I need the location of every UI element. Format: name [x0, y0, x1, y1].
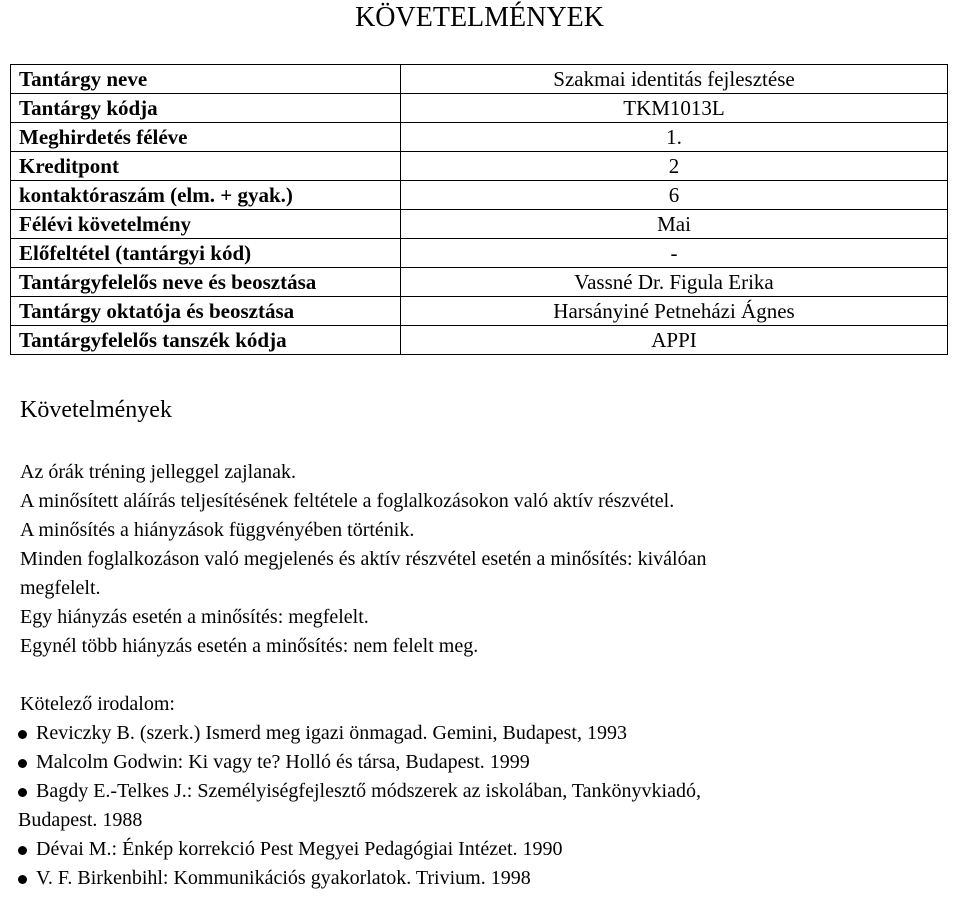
row-label: Kreditpont	[11, 152, 401, 181]
table-row	[11, 65, 948, 94]
row-label: Félévi követelmény	[11, 210, 401, 239]
literature-entry: V. F. Birkenbihl: Kommunikációs gyakorlatok. Trivium. 1998	[36, 867, 531, 889]
list-item	[18, 777, 938, 835]
row-value: 6	[401, 181, 948, 210]
row-value: Vassné Dr. Figula Erika	[401, 268, 948, 297]
row-label: Előfeltétel (tantárgyi kód)	[11, 239, 401, 268]
bullet-icon	[18, 730, 27, 739]
table-row	[11, 210, 948, 239]
row-value: 2	[401, 152, 948, 181]
row-value: Mai	[401, 210, 948, 239]
table-row	[11, 239, 948, 268]
table-row	[11, 94, 948, 123]
list-item	[18, 748, 938, 777]
row-value: APPI	[401, 326, 948, 355]
table-row	[11, 268, 948, 297]
table-row	[11, 123, 948, 152]
row-value: TKM1013L	[401, 94, 948, 123]
literature-entry: Dévai M.: Énkép korrekció Pest Megyei Pedagógiai Intézet. 1990	[36, 838, 563, 860]
requirement-line: Minden foglalkozáson való megjelenés és aktív részvétel esetén a minősítés: kiválóan	[20, 548, 707, 570]
literature-entry: Reviczky B. (szerk.) Ismerd meg igazi önmagad. Gemini, Budapest, 1993	[36, 722, 627, 744]
bullet-icon	[18, 846, 27, 855]
table-row	[11, 152, 948, 181]
literature-entry: Bagdy E.-Telkes J.: Személyiségfejlesztő módszerek az iskolában, Tankönyvkiadó,	[36, 780, 701, 802]
requirement-line: Egy hiányzás esetén a minősítés: megfelelt.	[20, 606, 369, 628]
requirements-heading: Követelmények	[20, 397, 172, 423]
literature-list	[18, 719, 938, 893]
literature-entry-continuation: Budapest. 1988	[18, 809, 143, 831]
row-label: Tantárgy neve	[11, 65, 401, 94]
literature-heading: Kötelező irodalom:	[20, 693, 175, 715]
requirement-line: Az órák tréning jelleggel zajlanak.	[20, 461, 296, 483]
requirements-text	[20, 458, 950, 661]
course-info-table	[10, 64, 948, 355]
table-row	[11, 297, 948, 326]
row-label: kontaktóraszám (elm. + gyak.)	[11, 181, 401, 210]
bullet-icon	[18, 788, 27, 797]
literature-entry: Malcolm Godwin: Ki vagy te? Holló és társa, Budapest. 1999	[36, 751, 530, 773]
table-row	[11, 326, 948, 355]
row-value: -	[401, 239, 948, 268]
requirement-line: A minősített aláírás teljesítésének feltétele a foglalkozásokon való aktív részvétel.	[20, 490, 675, 512]
row-label: Meghirdetés féléve	[11, 123, 401, 152]
list-item	[18, 835, 938, 864]
row-label: Tantárgy kódja	[11, 94, 401, 123]
bullet-icon	[18, 759, 27, 768]
list-item	[18, 719, 938, 748]
page-title: KÖVETELMÉNYEK	[355, 2, 604, 33]
row-value: Harsányiné Petneházi Ágnes	[401, 297, 948, 326]
requirement-line: Egynél több hiányzás esetén a minősítés: nem felelt meg.	[20, 635, 479, 657]
table-row	[11, 181, 948, 210]
row-label: Tantárgyfelelős tanszék kódja	[11, 326, 401, 355]
row-value: Szakmai identitás fejlesztése	[401, 65, 948, 94]
bullet-icon	[18, 875, 27, 884]
row-label: Tantárgyfelelős neve és beosztása	[11, 268, 401, 297]
row-value: 1.	[401, 123, 948, 152]
row-label: Tantárgy oktatója és beosztása	[11, 297, 401, 326]
requirement-line: megfelelt.	[20, 577, 101, 599]
requirement-line: A minősítés a hiányzások függvényében történik.	[20, 519, 415, 541]
list-item	[18, 864, 938, 893]
